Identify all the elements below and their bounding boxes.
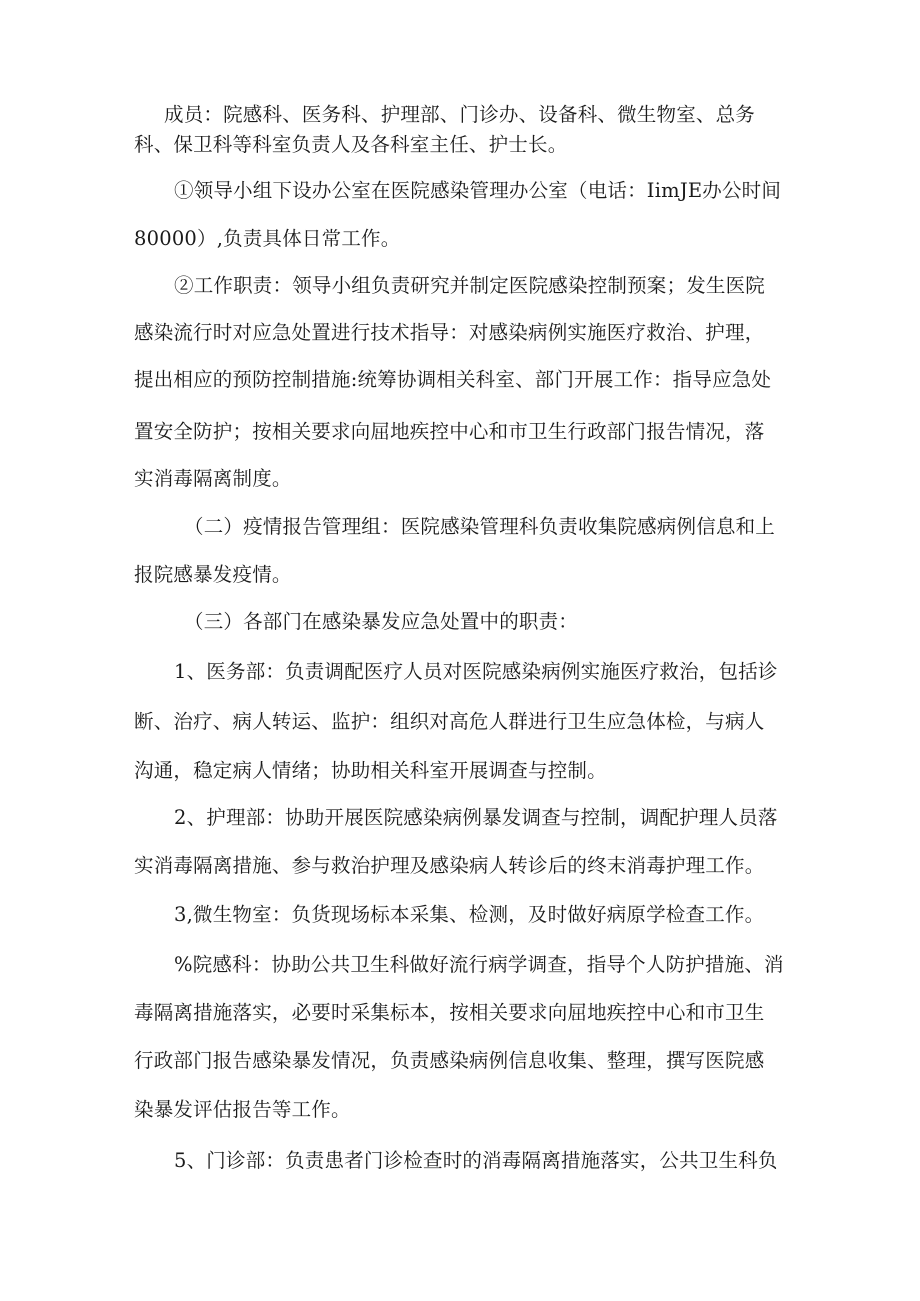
text-line: （二）疫情报告管理组：医院感染管理科负责收集院感病例信息和上 bbox=[184, 515, 776, 538]
text-line: 行政部门报告感染暴发情况，负责感染病例信息收集、整理，撰写医院感 bbox=[134, 1049, 765, 1072]
text-line: ②工作职责：领导小组负责研究并制定医院感染控制预案；发生医院 bbox=[174, 274, 766, 297]
text-line: 断、治疗、病人转运、监护：组织对高危人群进行卫生应急体检，与病人 bbox=[134, 710, 765, 733]
text-line: %院感科：协助公共卫生科做好流行病学调查，指导个人防护措施、消 bbox=[174, 953, 784, 976]
text-line: 染暴发评估报告等工作。 bbox=[134, 1098, 351, 1121]
text-line: 2、护理部：协助开展医院感染病例暴发调查与控制，调配护理人员落 bbox=[174, 806, 778, 829]
text-line: 报院感暴发疫情。 bbox=[134, 563, 292, 586]
text-line: 毒隔离措施落实，必要时采集标本，按相关要求向屈地疾控中心和市卫生 bbox=[134, 1001, 765, 1024]
text-line: 实消毒隔离制度。 bbox=[134, 467, 292, 490]
text-line: （三）各部门在感染暴发应急处置中的职责： bbox=[184, 610, 579, 633]
text-line: 实消毒隔离措施、参与救治护理及感染病人转诊后的终末消毒护理工作。 bbox=[134, 854, 765, 877]
text-line: 沟通，稳定病人情绪；协助相关科室开展调查与控制。 bbox=[134, 759, 607, 782]
text-line: 1、医务部：负责调配医疗人员对医院感染病例实施医疗救治，包括诊 bbox=[174, 660, 778, 683]
text-line: 成员：院感科、医务科、护理部、门诊办、设备科、微生物室、总务 bbox=[164, 103, 756, 126]
text-line: 80000）,负责具体日常工作。 bbox=[134, 227, 401, 250]
text-line: 感染流行时对应急处置进行技术指导：对感染病例实施医疗救治、护理， bbox=[134, 321, 765, 344]
text-line: 科、保卫科等科室负责人及各科室主任、护士长。 bbox=[134, 133, 568, 156]
text-line: ①领导小组下设办公室在医院感染管理办公室（电话：IimJE办公时间 bbox=[174, 179, 782, 202]
text-line: 提出相应的预防控制措施:统筹协调相关科室、部门开展工作：指导应急处 bbox=[134, 368, 772, 391]
text-line: 置安全防护；按相关要求向屈地疾控中心和市卫生行政部门报告情况，落 bbox=[134, 420, 765, 443]
text-line: 3,微生物室：负货现场标本采集、检测，及时做好病原学检查工作。 bbox=[174, 903, 765, 926]
text-line: 5、门诊部：负责患者门诊检查时的消毒隔离措施落实，公共卫生科负 bbox=[174, 1149, 778, 1172]
